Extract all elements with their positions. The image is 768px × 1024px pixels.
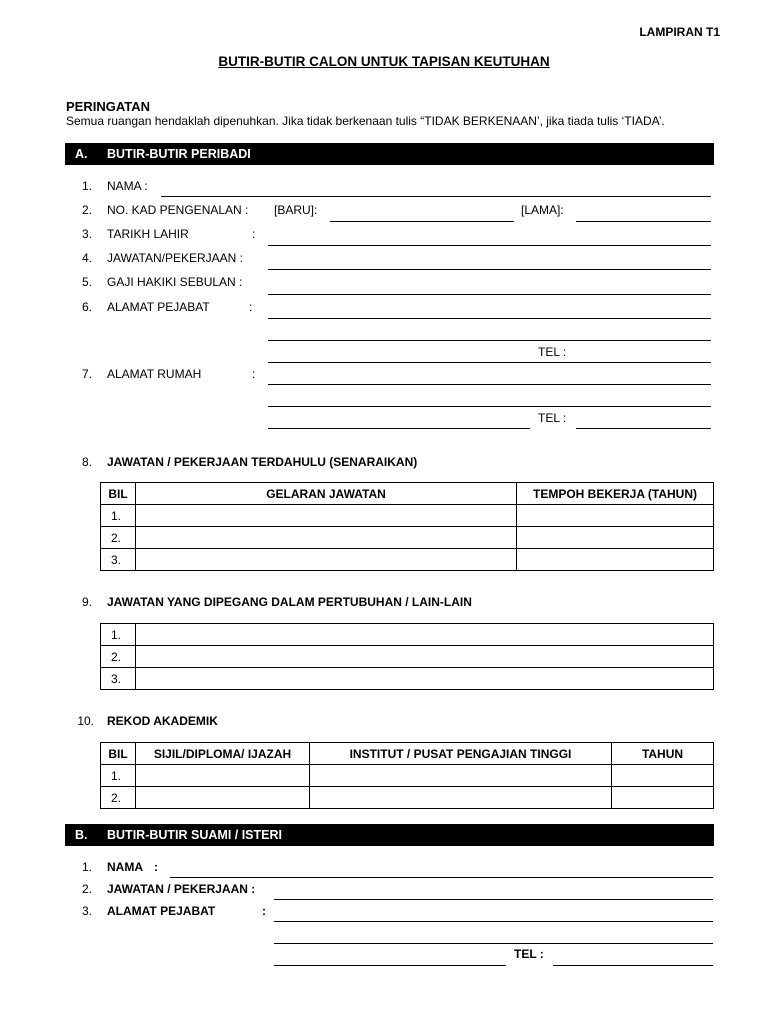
home-address-field-2[interactable] xyxy=(268,406,711,407)
organization-positions-label: JAWATAN YANG DIPEGANG DALAM PERTUBUHAN / LAIN-LAIN xyxy=(107,595,472,609)
item-number: 8. xyxy=(81,455,92,469)
spouse-office-label: ALAMAT PEJABAT xyxy=(107,904,216,918)
item-number: 3. xyxy=(81,904,92,918)
job-title-cell[interactable] xyxy=(136,505,517,527)
table-row xyxy=(101,668,714,690)
row-number: 3. xyxy=(101,549,136,571)
row-number: 3. xyxy=(101,668,136,690)
row-number: 1. xyxy=(101,624,136,646)
spouse-name-field[interactable] xyxy=(170,877,713,878)
occupation-field[interactable] xyxy=(268,269,711,270)
section-b-letter: B. xyxy=(75,828,88,842)
job-duration-cell[interactable] xyxy=(517,527,714,549)
home-address-field-1[interactable] xyxy=(268,384,711,385)
ic-old-label: [LAMA]: xyxy=(521,203,564,217)
office-address-label: ALAMAT PEJABAT xyxy=(107,300,210,314)
table-header: SIJIL/DIPLOMA/ IJAZAH xyxy=(136,743,310,765)
ic-new-label: [BARU]: xyxy=(274,203,318,217)
spouse-name-label: NAMA xyxy=(107,860,143,874)
row-number: 2. xyxy=(101,527,136,549)
salary-field[interactable] xyxy=(268,294,711,295)
item-number: 6. xyxy=(81,300,92,314)
item-number: 9. xyxy=(81,595,92,609)
ic-old-field[interactable] xyxy=(576,221,711,222)
job-duration-cell[interactable] xyxy=(517,549,714,571)
name-field[interactable] xyxy=(161,196,711,197)
spouse-name-colon: : xyxy=(154,860,158,874)
section-a-letter: A. xyxy=(75,147,88,161)
year-cell[interactable] xyxy=(612,765,714,787)
academic-record-table xyxy=(100,742,714,809)
home-tel-field[interactable] xyxy=(576,428,711,429)
table-row xyxy=(101,765,714,787)
job-title-cell[interactable] xyxy=(136,549,517,571)
table-row xyxy=(101,505,714,527)
warning-heading: PERINGATAN xyxy=(66,99,151,114)
job-title-cell[interactable] xyxy=(136,527,517,549)
dob-label: TARIKH LAHIR xyxy=(107,227,189,241)
position-cell[interactable] xyxy=(136,668,714,690)
table-row xyxy=(101,549,714,571)
office-address-field-2[interactable] xyxy=(268,340,711,341)
spouse-office-colon: : xyxy=(262,904,266,918)
table-header: BIL xyxy=(101,743,136,765)
item-number: 1. xyxy=(81,860,92,874)
item-number: 5. xyxy=(81,275,92,289)
institution-cell[interactable] xyxy=(310,787,612,809)
item-number: 2. xyxy=(81,203,92,217)
dob-colon: : xyxy=(252,227,256,241)
home-address-field-3[interactable] xyxy=(268,428,530,429)
row-number: 2. xyxy=(101,646,136,668)
name-label: NAMA : xyxy=(107,179,148,193)
academic-record-label: REKOD AKADEMIK xyxy=(107,714,218,728)
form-title: BUTIR-BUTIR CALON UNTUK TAPISAN KEUTUHAN xyxy=(218,54,550,69)
table-header: BIL xyxy=(101,483,136,505)
table-row xyxy=(101,646,714,668)
home-tel-label: TEL : xyxy=(538,411,567,425)
warning-text: Semua ruangan hendaklah dipenuhkan. Jika tidak berkenaan tulis “TIDAK BERKENAAN’, jika tiada tulis ‘TIADA’. xyxy=(66,114,665,128)
spouse-office-field-2[interactable] xyxy=(274,943,713,944)
table-row xyxy=(101,787,714,809)
item-number: 4. xyxy=(81,251,92,265)
table-header: GELARAN JAWATAN xyxy=(136,483,517,505)
section-b-title: BUTIR-BUTIR SUAMI / ISTERI xyxy=(107,828,282,842)
row-number: 1. xyxy=(101,765,136,787)
section-a-header xyxy=(65,143,714,165)
dob-field[interactable] xyxy=(268,245,711,246)
occupation-label: JAWATAN/PEKERJAAN : xyxy=(107,251,244,265)
ic-new-field[interactable] xyxy=(330,221,514,222)
table-header: TAHUN xyxy=(612,743,714,765)
previous-jobs-label: JAWATAN / PEKERJAAN TERDAHULU (SENARAIKAN) xyxy=(107,455,418,469)
spouse-office-field-1[interactable] xyxy=(274,921,713,922)
item-number: 7. xyxy=(81,367,92,381)
row-number: 2. xyxy=(101,787,136,809)
organization-positions-table xyxy=(100,623,714,690)
office-address-colon: : xyxy=(249,300,253,314)
item-number: 3. xyxy=(81,227,92,241)
table-row xyxy=(101,624,714,646)
table-header: TEMPOH BEKERJA (TAHUN) xyxy=(517,483,714,505)
spouse-occupation-field[interactable] xyxy=(274,899,713,900)
salary-label: GAJI HAKIKI SEBULAN : xyxy=(107,275,243,289)
spouse-tel-label: TEL : xyxy=(514,947,544,961)
year-cell[interactable] xyxy=(612,787,714,809)
item-number: 1. xyxy=(81,179,92,193)
spouse-occupation-label: JAWATAN / PEKERJAAN : xyxy=(107,882,256,896)
item-number: 10. xyxy=(77,714,94,728)
attachment-label: LAMPIRAN T1 xyxy=(639,25,720,39)
position-cell[interactable] xyxy=(136,646,714,668)
position-cell[interactable] xyxy=(136,624,714,646)
home-address-label: ALAMAT RUMAH xyxy=(107,367,202,381)
section-b-header xyxy=(65,824,714,846)
ic-label: NO. KAD PENGENALAN : xyxy=(107,203,249,217)
job-duration-cell[interactable] xyxy=(517,505,714,527)
table-row xyxy=(101,527,714,549)
home-address-colon: : xyxy=(252,367,256,381)
item-number: 2. xyxy=(81,882,92,896)
spouse-tel-field[interactable] xyxy=(553,965,713,966)
office-tel-label: TEL : xyxy=(538,345,567,359)
office-address-field-1[interactable] xyxy=(268,318,711,319)
institution-cell[interactable] xyxy=(310,765,612,787)
row-number: 1. xyxy=(101,505,136,527)
table-header: INSTITUT / PUSAT PENGAJIAN TINGGI xyxy=(310,743,612,765)
qualification-cell[interactable] xyxy=(136,787,310,809)
previous-jobs-table xyxy=(100,482,714,571)
section-a-title: BUTIR-BUTIR PERIBADI xyxy=(107,147,251,161)
qualification-cell[interactable] xyxy=(136,765,310,787)
spouse-office-field-3[interactable] xyxy=(274,965,506,966)
office-address-field-3[interactable] xyxy=(268,362,711,363)
